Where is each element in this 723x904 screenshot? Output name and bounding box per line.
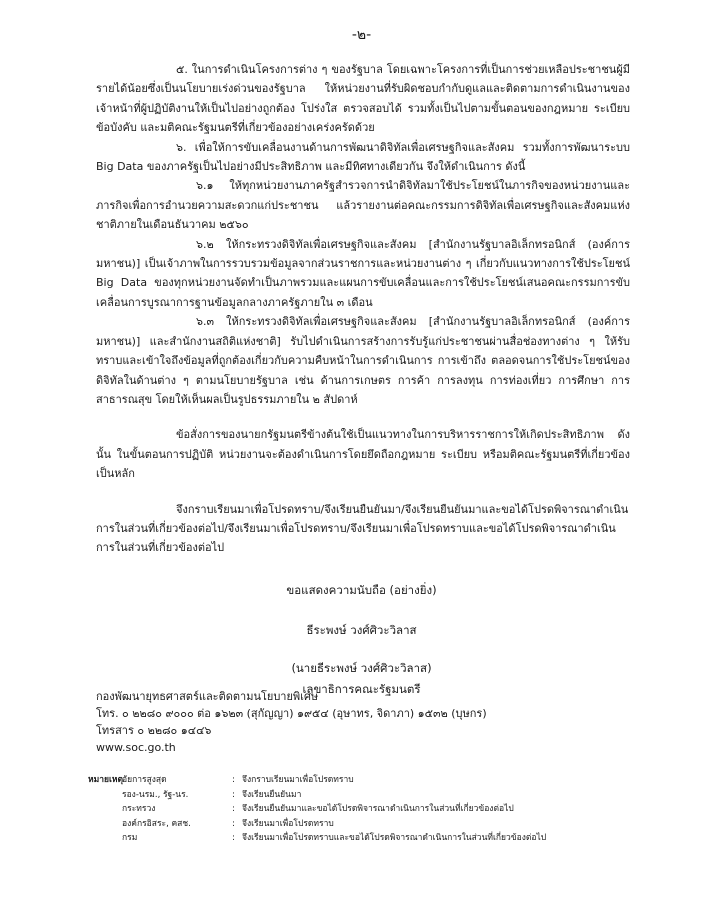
paragraph-item-6: ๖. เพื่อให้การขับเคลื่อนงานด้านการพัฒนาดิจิทัลเพื่อเศรษฐกิจและสังคม รวมทั้งการพัฒนาระบบ Big Data ของภาครัฐเป็นไปอย่างมีประสิทธิภาพ และมีทิศทางเดียวกัน จึงให้ดำเนินการ ดังนี้ (96, 140, 630, 174)
closing-salutation: ขอแสดงความนับถือ (อย่างยิ่ง) (286, 583, 437, 597)
signatory-name: (นายธีระพงษ์ วงศ์ศิวะวิลาส) (291, 661, 432, 675)
office-contact (96, 688, 656, 756)
notes-recipient: กรม (122, 833, 138, 844)
notes-row: กระทรวง : จึงเรียนยืนยันมาและขอได้โปรดพิจารณาดำเนินการในส่วนที่เกี่ยวข้องต่อไป (88, 802, 708, 817)
paragraph-closing-request: จึงกราบเรียนมาเพื่อโปรดทราบ/จึงเรียนยืนยันมา/จึงเรียนยืนยันมาและขอได้โปรดพิจารณาดำเนินการในส่วนที่เกี่ยวข้องต่อไป/จึงเรียนมาเพื่อโปรดทราบ/จึงเรียนมาเพื่อโปรดทราบและขอได้โปรดพิจารณาดำเนินการในส่วนที่เกี่ยวข้องต่อไป (96, 502, 629, 555)
signature-name: ธีระพงษ์ วงศ์ศิวะวิลาส (306, 623, 417, 637)
notes-section (88, 773, 708, 846)
notes-row: หมายเหตุ อัยการสูงสุด : จึงกราบเรียนมาเพื่อโปรดทราบ (88, 773, 708, 788)
notes-row: กรม : จึงเรียนมาเพื่อโปรดทราบและขอได้โปรดพิจารณาดำเนินการในส่วนที่เกี่ยวข้องต่อไป (88, 831, 708, 846)
page-number: -๒- (351, 27, 372, 43)
notes-row: รอง-นรม., รัฐ-นร. : จึงเรียนยืนยันมา (88, 788, 708, 803)
paragraph-item-5: ๕. ในการดำเนินโครงการต่าง ๆ ของรัฐบาล โดยเฉพาะโครงการที่เป็นการช่วยเหลือประชาชนผู้มีรายได้น้อยซึ่งเป็นนโยบายเร่งด่วนของรัฐบาล ให้หน่วยงานที่รับผิดชอบกำกับดูแลและติดตามการดำเนินงานของเจ้าหน้าที่ผู้ปฏิบัติงานให้เป็นไปอย่างถูกต้อง โปร่งใส ตรวจสอบได้ รวมทั้งเป็นไปตามขั้นตอนของกฎหมาย ระเบียบ ข้อบังคับ และมติคณะรัฐมนตรีที่เกี่ยวข้องอย่างเคร่งครัดด้วย (96, 63, 630, 135)
paragraph-item-6-1: ๖.๑ ให้ทุกหน่วยงานภาครัฐสำรวจการนำดิจิทัลมาใช้ประโยชน์ในภารกิจของหน่วยงานและภารกิจเพื่อการอำนวยความสะดวกแก่ประชาชน แล้วรายงานต่อคณะกรรมการดิจิทัลเพื่อเศรษฐกิจและสังคมแห่งชาติภายในเดือนธันวาคม ๒๕๖๐ (96, 179, 630, 232)
paragraph-item-6-2: ๖.๒ ให้กระทรวงดิจิทัลเพื่อเศรษฐกิจและสังคม [สำนักงานรัฐบาลอิเล็กทรอนิกส์ (องค์การมหาชน)] เป็นเจ้าภาพในการรวบรวมข้อมูลจากส่วนราชการและหน่วยงานต่าง ๆ เกี่ยวกับแนวทางการใช้ประโยชน์ Big Data ของทุกหน่วยงานจัดทำเป็นภาพรวมและแผนการขับเคลื่อนและการใช้ประโยชน์เสนอคณะกรรมการขับเคลื่อนการบูรณาการฐานข้อมูลกลางภาครัฐภายใน ๓ เดือน (96, 237, 630, 309)
notes-recipient: รอง-นรม., รัฐ-นร. (122, 789, 189, 800)
notes-recipient: องค์กรอิสระ, คสช. (122, 818, 191, 829)
notes-heading: หมายเหตุ (88, 775, 123, 785)
office-unit: กองพัฒนายุทธศาสตร์และติดตามนโยบายพิเศษ (96, 690, 319, 703)
paragraph-directive: ข้อสั่งการของนายกรัฐมนตรีข้างต้นใช้เป็นแนวทางในการบริหารราชการให้เกิดประสิทธิภาพ ดังนั้น ในขั้นตอนการปฏิบัติ หน่วยงานจะต้องดำเนินการโดยยึดถือกฎหมาย ระเบียบ หรือมติคณะรัฐมนตรีที่เกี่ยวข้องเป็นหลัก (96, 428, 630, 481)
office-website: www.soc.go.th (96, 741, 176, 754)
notes-text: จึงเรียนยืนยันมาและขอได้โปรดพิจารณาดำเนินการในส่วนที่เกี่ยวข้องต่อไป (242, 804, 514, 815)
notes-text: จึงกราบเรียนมาเพื่อโปรดทราบ (242, 775, 354, 785)
notes-text: จึงเรียนมาเพื่อโปรดทราบ (242, 818, 334, 829)
notes-recipient: กระทรวง (122, 804, 156, 815)
office-fax: โทรสาร ๐ ๒๒๘๐ ๑๔๔๖ (96, 724, 212, 737)
notes-recipient: อัยการสูงสุด (122, 775, 167, 785)
signatory-position: เลขาธิการคณะรัฐมนตรี (302, 682, 421, 696)
paragraph-item-6-3: ๖.๓ ให้กระทรวงดิจิทัลเพื่อเศรษฐกิจและสังคม [สำนักงานรัฐบาลอิเล็กทรอนิกส์ (องค์การมหาชน)] และสำนักงานสถิติแห่งชาติ] รับไปดำเนินการสร้างการรับรู้แก่ประชาชนผ่านสื่อช่องทางต่าง ๆ ให้รับทราบและเข้าใจถึงข้อมูลที่ถูกต้องเกี่ยวกับความคืบหน้าในการดำเนินการ การเข้าถึง ตลอดจนการใช้ประโยชน์ของดิจิทัลในด้านต่าง ๆ ตามนโยบายรัฐบาล เช่น ด้านการเกษตร การค้า การลงทุน การท่องเที่ยว การศึกษา การสาธารณสุข โดยให้เห็นผลเป็นรูปธรรมภายใน ๒ สัปดาห์ (96, 315, 630, 406)
letter-body (96, 60, 630, 558)
notes-row: องค์กรอิสระ, คสช. : จึงเรียนมาเพื่อโปรดทราบ (88, 817, 708, 832)
notes-text: จึงเรียนยืนยันมา (242, 789, 302, 800)
office-phone: โทร. ๐ ๒๒๘๐ ๙๐๐๐ ต่อ ๑๖๒๓ (สุกัญญา) ๑๙๕๔ (อุษาทร, จิดาภา) ๑๕๓๒ (บุษกร) (96, 707, 487, 720)
notes-text: จึงเรียนมาเพื่อโปรดทราบและขอได้โปรดพิจารณาดำเนินการในส่วนที่เกี่ยวข้องต่อไป (242, 833, 547, 844)
